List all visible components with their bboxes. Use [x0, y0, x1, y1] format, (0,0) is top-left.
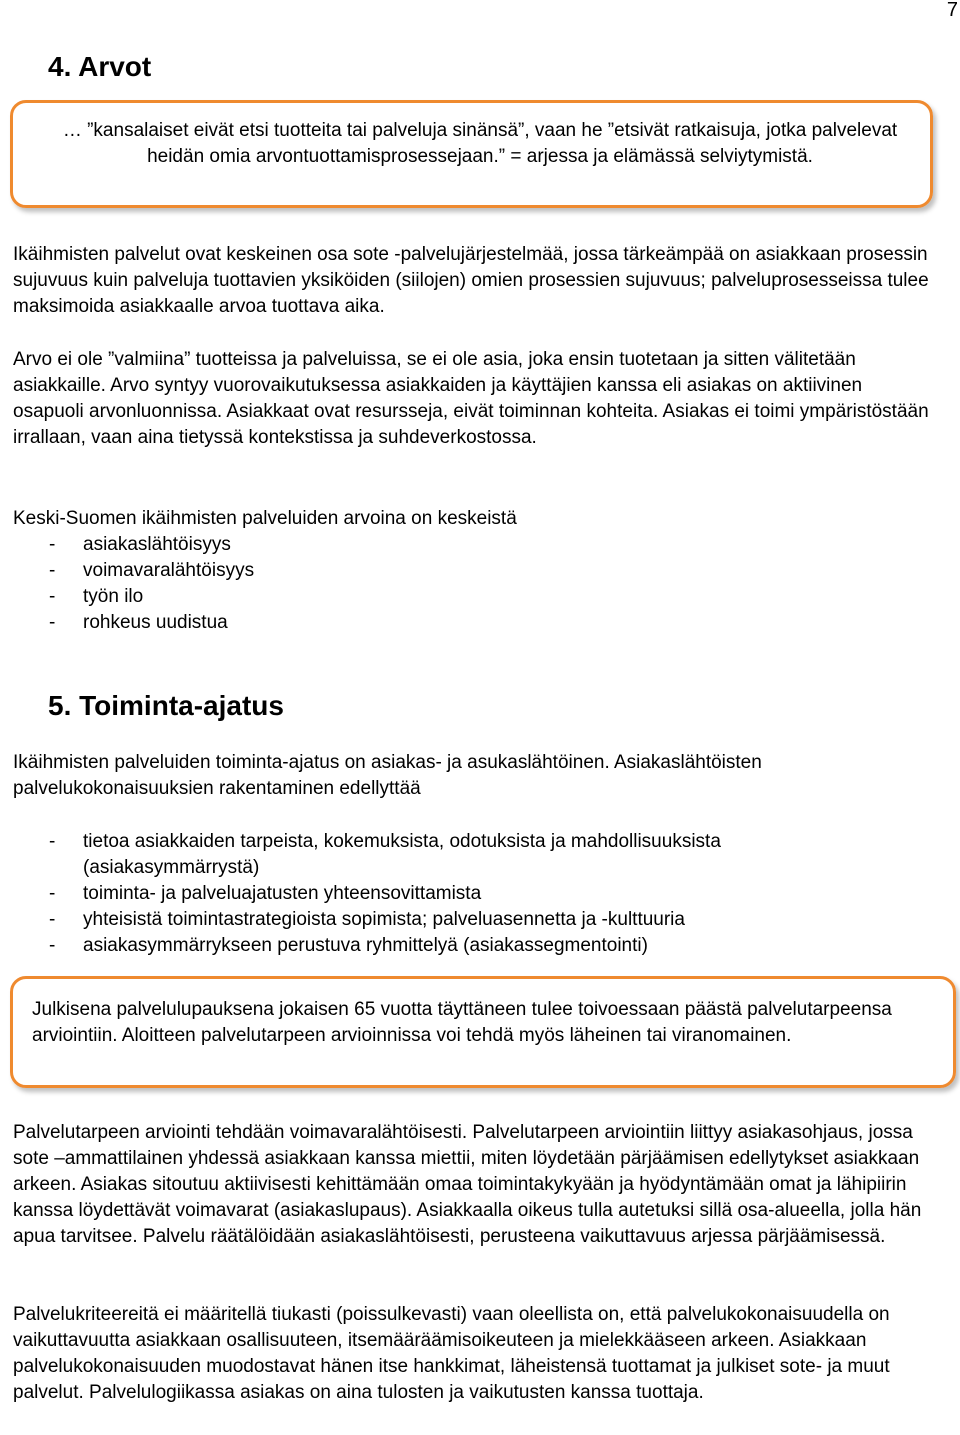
section-5-intro: Ikäihmisten palveluiden toiminta-ajatus on asiakas- ja asukaslähtöinen. Asiakaslähtöisten palvelukokonaisuuksien rakentaminen edellyttää [13, 752, 762, 799]
list-item-text: tietoa asiakkaiden tarpeista, kokemuksista, odotuksista ja mahdollisuuksista (asiakasymmärrystä) [83, 831, 721, 878]
list-item: - tietoa asiakkaiden tarpeista, kokemuksista, odotuksista ja mahdollisuuksista (asiakasymmärrystä) [49, 831, 721, 878]
service-promise-text: Julkisena palvelulupauksena jokaisen 65 vuotta täyttäneen tulee toivoessaan päästä palvelutarpeensa arviointiin. Aloitteen palvelutarpeen arvioinnissa voi tehdä myös läheinen tai viranomainen. [32, 999, 892, 1046]
page-number: 7 [946, 0, 958, 21]
list-item-text: toiminta- ja palveluajatusten yhteensovittamista [83, 883, 482, 904]
list-item-text: asiakaslähtöisyys [83, 534, 231, 555]
paragraph-service-criteria: Palvelukriteereitä ei määritellä tiukasti (poissulkevasti) vaan oleellista on, että palvelukokonaisuudella on vaikuttavuutta asiakkaan osallisuuteen, itsemääräämisoikeuteen ja mielekkääseen arkeen. Asiakkaan palvelukokonaisuuden muodostavat hänen itse hankkimat, läheistensä tuottamat ja julkiset sote- ja muut palvelut. Palvelulogiikassa asiakas on aina tulosten ja vaikutusten kanssa tuottaja. [13, 1304, 890, 1403]
list-item: - yhteisistä toimintastrategioista sopimista; palveluasennetta ja -kulttuuria [49, 909, 685, 930]
list-item: - asiakasymmärrykseen perustuva ryhmittelyä (asiakassegmentointi) [49, 935, 648, 956]
values-intro: Keski-Suomen ikäihmisten palveluiden arvoina on keskeistä [13, 508, 517, 529]
list-item-text: yhteisistä toimintastrategioista sopimista; palveluasennetta ja -kulttuuria [83, 909, 685, 930]
list-item-text: voimavaralähtöisyys [83, 560, 255, 581]
list-item: - voimavaralähtöisyys [49, 560, 255, 581]
section-4-heading: 4. Arvot [48, 51, 152, 82]
list-item-text: asiakasymmärrykseen perustuva ryhmittelyä (asiakassegmentointi) [83, 935, 648, 956]
list-item: - toiminta- ja palveluajatusten yhteensovittamista [49, 883, 482, 904]
list-item: - asiakaslähtöisyys [49, 534, 231, 555]
section-5-heading: 5. Toiminta-ajatus [48, 690, 284, 721]
list-item-text: työn ilo [83, 586, 144, 607]
paragraph-value-creation: Arvo ei ole ”valmiina” tuotteissa ja palveluissa, se ei ole asia, joka ensin tuotetaan ja sitten välitetään asiakkaille. Arvo syntyy vuorovaikutuksessa asiakkaiden ja käyttäjien kanssa eli asiakas on aktiivinen osapuoli arvonluonnissa. Asiakkaat ovat resursseja, eivät toiminnan kohteita. Asiakas ei toimi ympäristöstään irrallaan, vaan aina tietyssä kontekstissa ja suhdeverkostossa. [13, 349, 929, 448]
list-item: - rohkeus uudistua [49, 612, 228, 633]
values-list [13, 532, 935, 636]
quote-text: … ”kansalaiset eivät etsi tuotteita tai palveluja sinänsä”, vaan he ”etsivät ratkaisuja, jotka palvelevat heidän omia arvontuottamisprosessejaan.” = arjessa ja elämässä selviytymistä. [62, 120, 898, 167]
list-item: - työn ilo [49, 586, 144, 607]
list-item-text: rohkeus uudistua [83, 612, 228, 633]
paragraph-needs-assessment: Palvelutarpeen arviointi tehdään voimavaralähtöisesti. Palvelutarpeen arviointiin liittyy asiakasohjaus, jossa sote –ammattilainen yhdessä asiakkaan kanssa miettii, miten löydetään pärjäämisen edellytykset asiakkaan arkeen. Asiakas sitoutuu aktiivisesti kehittämään omaa toimintakykyään ja hyödyntämään omat ja lähipiirin kanssa löydettävät voimavarat (asiakaslupaus). Asiakkaalla oikeus tulla autetuksi sillä osa-alueella, jolla hän apua tarvitsee. Palvelu räätälöidään asiakaslähtöisesti, perusteena vaikuttavuus arjessa pärjäämisessä. [13, 1122, 922, 1247]
requirements-list [13, 829, 935, 959]
paragraph-service-process: Ikäihmisten palvelut ovat keskeinen osa sote -palvelujärjestelmää, jossa tärkeämpää on asiakkaan prosessin sujuvuus kuin palveluja tuottavien yksiköiden (siilojen) omien prosessien sujuvuus; palveluprosesseissa tulee maksimoida asiakkaalle arvoa tuottava aika. [13, 244, 929, 317]
